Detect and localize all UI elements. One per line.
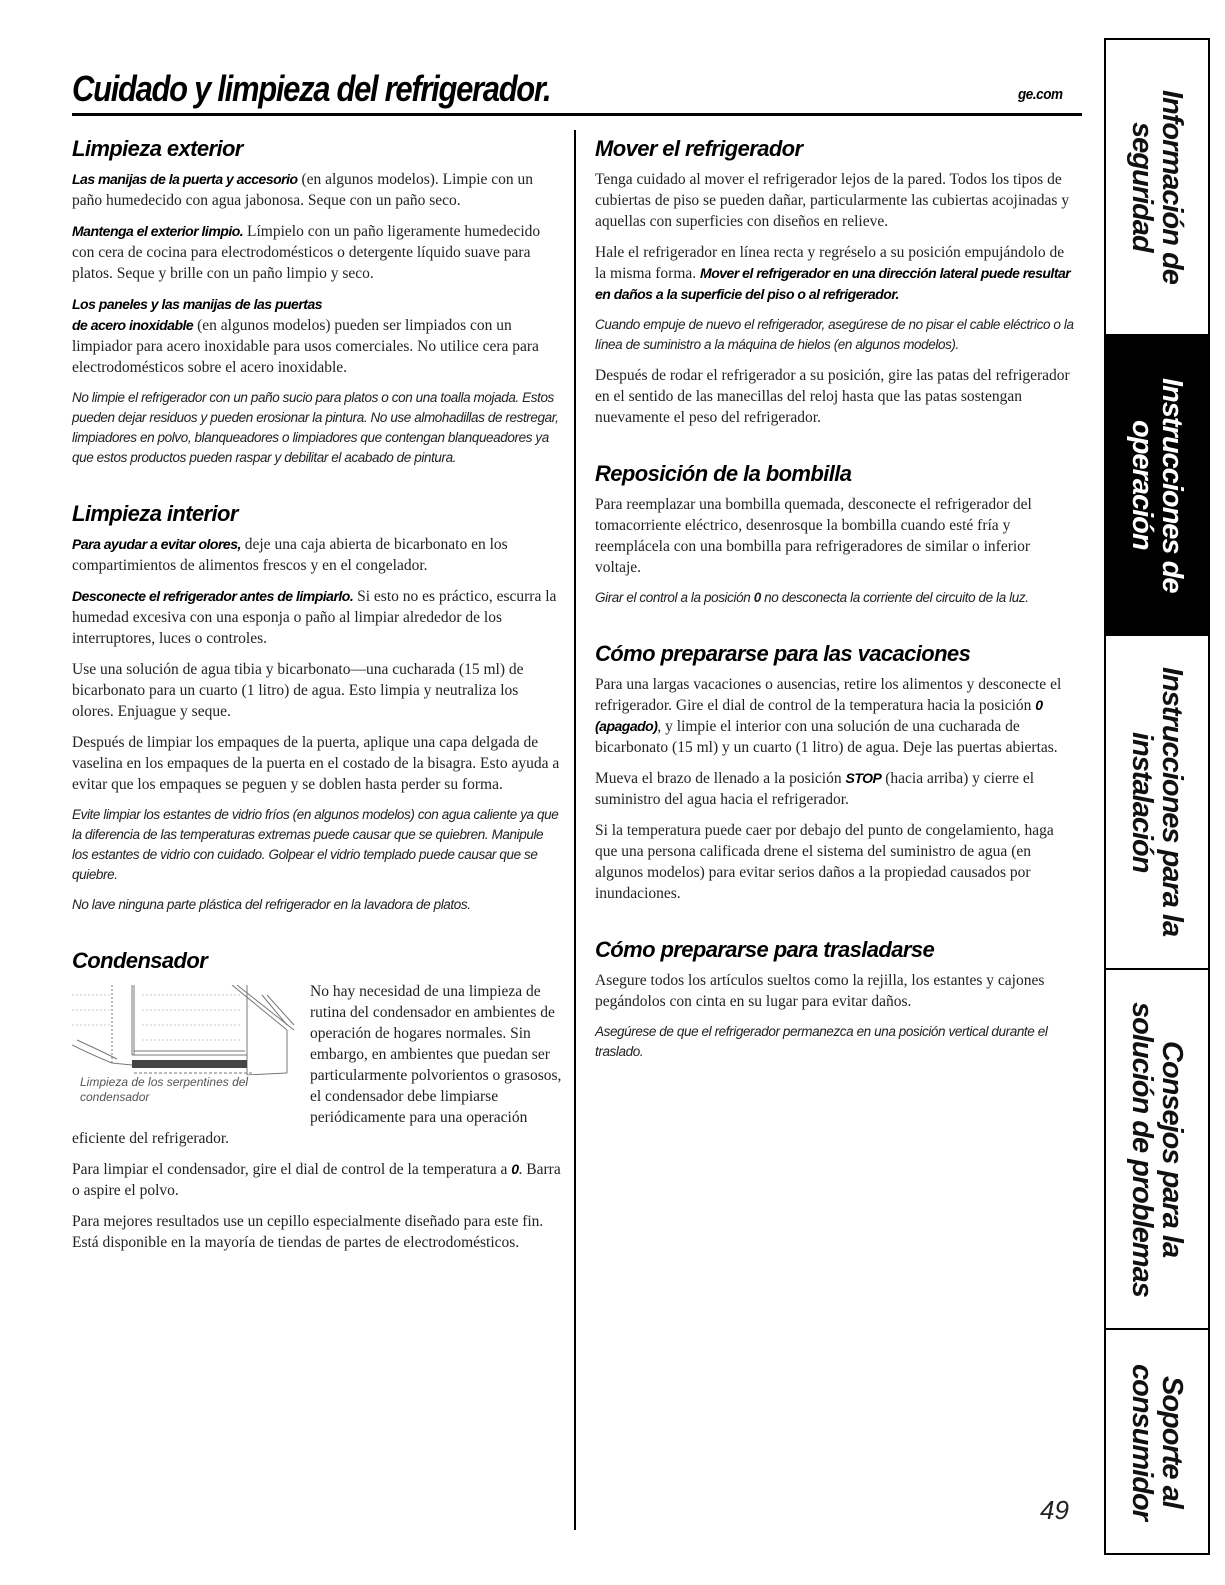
body-text: (hacia arriba) y cierre el suministro del agua hacia el refrigerador. (595, 770, 1035, 808)
site-link[interactable]: ge.com (1018, 86, 1063, 103)
tab-label: Soporte al consumidor (1126, 1363, 1188, 1520)
right-column (595, 135, 1077, 1072)
body-text: Límpielo con un paño ligeramente humedecido con cera de cocina para electrodomésticos o detergente líquido suave para platos. Seque y brille con un paño limpio y seco. (72, 223, 541, 282)
tab-installation-instructions[interactable] (1106, 636, 1208, 970)
paragraph: Asegure todos los artículos sueltos como la rejilla, los estantes y cajones pegándolos con cinta en su lugar para evitar daños. (595, 972, 1045, 1010)
note-text: no desconecta la corriente del circuito de la luz. (760, 590, 1029, 605)
section-moving (595, 135, 1077, 428)
section-heading: Limpieza exterior (72, 136, 243, 161)
paragraph (72, 1159, 562, 1201)
note: No limpie el refrigerador con un paño sucio para platos o con una toalla mojada. Estos pueden dejar residuos y pueden erosionar la pintura. No use almohadillas de restregar, limpiadores en polvo, blanqueadores o limpiadores que contengan blanqueadores ya que estos productos pueden raspar y debilitar el acabado de pintura. (72, 390, 559, 465)
paragraph: Para reemplazar una bombilla quemada, desconecte el refrigerador del tomacorriente eléctrico, desenrosque la bombilla cuando esté fría y reemplácela con una bombilla para refrigeradores de similar o inferior voltaje. (595, 496, 1032, 576)
lead-text: Desconecte el refrigerador antes de limpiarlo. (72, 588, 354, 604)
body-text: Para limpiar el condensador, gire el dial de control de la temperatura a (72, 1161, 512, 1178)
tab-consumer-support[interactable] (1106, 1330, 1208, 1553)
section-heading: Reposición de la bombilla (595, 461, 852, 486)
note: No lave ninguna parte plástica del refrigerador en la lavadora de platos. (72, 897, 471, 912)
section-heading: Condensador (72, 948, 208, 973)
note: Asegúrese de que el refrigerador permanezca en una posición vertical durante el traslado. (595, 1024, 1048, 1059)
left-column (72, 135, 562, 1263)
page-number: 49 (1040, 1495, 1069, 1525)
page-title: Cuidado y limpieza del refrigerador. (72, 68, 551, 109)
tab-operating-instructions[interactable] (1106, 336, 1208, 636)
section-heading: Mover el refrigerador (595, 136, 803, 161)
paragraph (595, 242, 1077, 305)
section-exterior-cleaning (72, 135, 562, 468)
tab-safety-information[interactable] (1106, 40, 1208, 336)
body-text: Si esto no es práctico, escurra la humedad excesiva con una esponja o paño al limpiar alrededor de los interruptores, luces o controles. (72, 588, 557, 647)
tab-label: Información de seguridad (1126, 90, 1188, 284)
section-bulb (595, 460, 1077, 608)
paragraph: Después de rodar el refrigerador a su posición, gire las patas del refrigerador en el sentido de las manecillas del reloj hasta que las patas sostengan nuevamente el peso del refrigerador. (595, 367, 1070, 426)
paragraph: Tenga cuidado al mover el refrigerador lejos de la pared. Todos los tipos de cubiertas de piso se pueden dañar, particularmente las cubiertas acojinadas y aquellas con superficies con diseños en relieve. (595, 171, 1070, 230)
section-interior-cleaning (72, 500, 562, 915)
column-divider (574, 130, 576, 1530)
lead-text: 0 (apagado) (595, 697, 1043, 734)
paragraph: Use una solución de agua tibia y bicarbonato—una cucharada (15 ml) de bicarbonato para un cuarto (1 litro) de agua. Esto limpia y neutraliza los olores. Enjuague y seque. (72, 661, 524, 720)
tab-label: Consejos para la solución de problemas (1126, 1001, 1188, 1297)
section-heading: Limpieza interior (72, 501, 238, 526)
section-condenser (72, 947, 562, 1253)
lead-text: 0 (511, 1161, 519, 1177)
note: Evite limpiar los estantes de vidrio fríos (en algunos modelos) con agua caliente ya que la diferencia de las temperaturas extremas puede causar que se quiebren. Manipule los estantes de vidrio con cuidado. Golpear el vidrio templado puede causar que se quiebre. (72, 807, 559, 882)
paragraph (72, 294, 562, 378)
body-text: , y limpie el interior con una solución de una cucharada de bicarbonato (15 ml) y un cuarto (1 litro) de agua. Deje las puertas abiertas. (595, 718, 1058, 756)
paragraph (72, 534, 562, 576)
lead-text: Las manijas de la puerta y accesorio (72, 171, 298, 187)
body-text: Para una largas vacaciones o ausencias, retire los alimentos y desconecte el refrigerador. Gire el dial de control de la temperatura hacia la posición (595, 676, 1062, 714)
note: Cuando empuje de nuevo el refrigerador, asegúrese de no pisar el cable eléctrico o la línea de suministro a la máquina de hielos (en algunos modelos). (595, 317, 1074, 352)
tab-label: Instrucciones para la instalación (1126, 667, 1188, 937)
paragraph (72, 169, 562, 211)
body-text: . Barra o aspire el polvo. (72, 1161, 561, 1199)
body-text: (en algunos modelos) pueden ser limpiados con un limpiador para acero inoxidable para usos comerciales. No utilice cera para electrodomésticos sobre el acero inoxidable. (72, 317, 539, 376)
condenser-illustration (72, 985, 302, 1105)
paragraph: Para mejores resultados use un cepillo especialmente diseñado para este fin. Está disponible en la mayoría de tiendas de partes de electrodomésticos. (72, 1213, 544, 1251)
body-text: (en algunos modelos). Limpie con un paño humedecido con agua jabonosa. Seque con un paño seco. (72, 171, 534, 209)
lead-text: Mantenga el exterior limpio. (72, 223, 244, 239)
body-text: Mueva el brazo de llenado a la posición (595, 770, 846, 787)
paragraph: Después de limpiar los empaques de la puerta, aplique una capa delgada de vaselina en los empaques de la puerta en el costado de la bisagra. Esto ayuda a evitar que los empaques se peguen y se doblen hasta perder su forma. (72, 734, 560, 793)
warning-text: Mover el refrigerador en una dirección lateral puede resultar en daños a la superficie del piso o al refrigerador. (595, 265, 1071, 302)
section-heading: Cómo prepararse para las vacaciones (595, 641, 971, 666)
figure-caption: Limpieza de los serpentines del condensador (80, 1075, 302, 1105)
paragraph: No hay necesidad de una limpieza de rutina del condensador en ambientes de operación de hogares normales. Sin embargo, en ambientes que puedan ser particularmente polvorientos o grasosos, el condensador debe limpiarse periódicamente para una operación eficiente del refrigerador. (72, 983, 562, 1147)
tab-label: Instrucciones de operación (1126, 377, 1188, 593)
tab-troubleshooting-tips[interactable] (1106, 970, 1208, 1330)
paragraph: Si la temperatura puede caer por debajo del punto de congelamiento, haga que una persona calificada drene el sistema del suministro de agua (en algunos modelos) para evitar serios daños a la propiedad causados por inundaciones. (595, 822, 1054, 902)
note-bold: 0 (753, 590, 761, 605)
section-relocating (595, 936, 1077, 1062)
body-text: deje una caja abierta de bicarbonato en los compartimientos de alimentos frescos y en el congelador. (72, 536, 508, 574)
body-text: Hale el refrigerador en línea recta y regréselo a su posición empujándolo de la misma forma. (595, 244, 1065, 282)
lead-text: de acero inoxidable (72, 317, 194, 333)
lead-text: STOP (845, 770, 882, 786)
paragraph (595, 674, 1077, 758)
paragraph (72, 221, 562, 284)
note (595, 588, 1077, 608)
title-rule (72, 113, 1082, 116)
section-vacation (595, 640, 1077, 904)
note-text: Girar el control a la posición (595, 590, 754, 605)
lead-text: Para ayudar a evitar olores, (72, 536, 241, 552)
paragraph (72, 586, 562, 649)
section-tabs (1104, 38, 1210, 1555)
lead-text: Los paneles y las manijas de las puertas (72, 296, 323, 312)
paragraph (595, 768, 1077, 810)
section-heading: Cómo prepararse para trasladarse (595, 937, 935, 962)
